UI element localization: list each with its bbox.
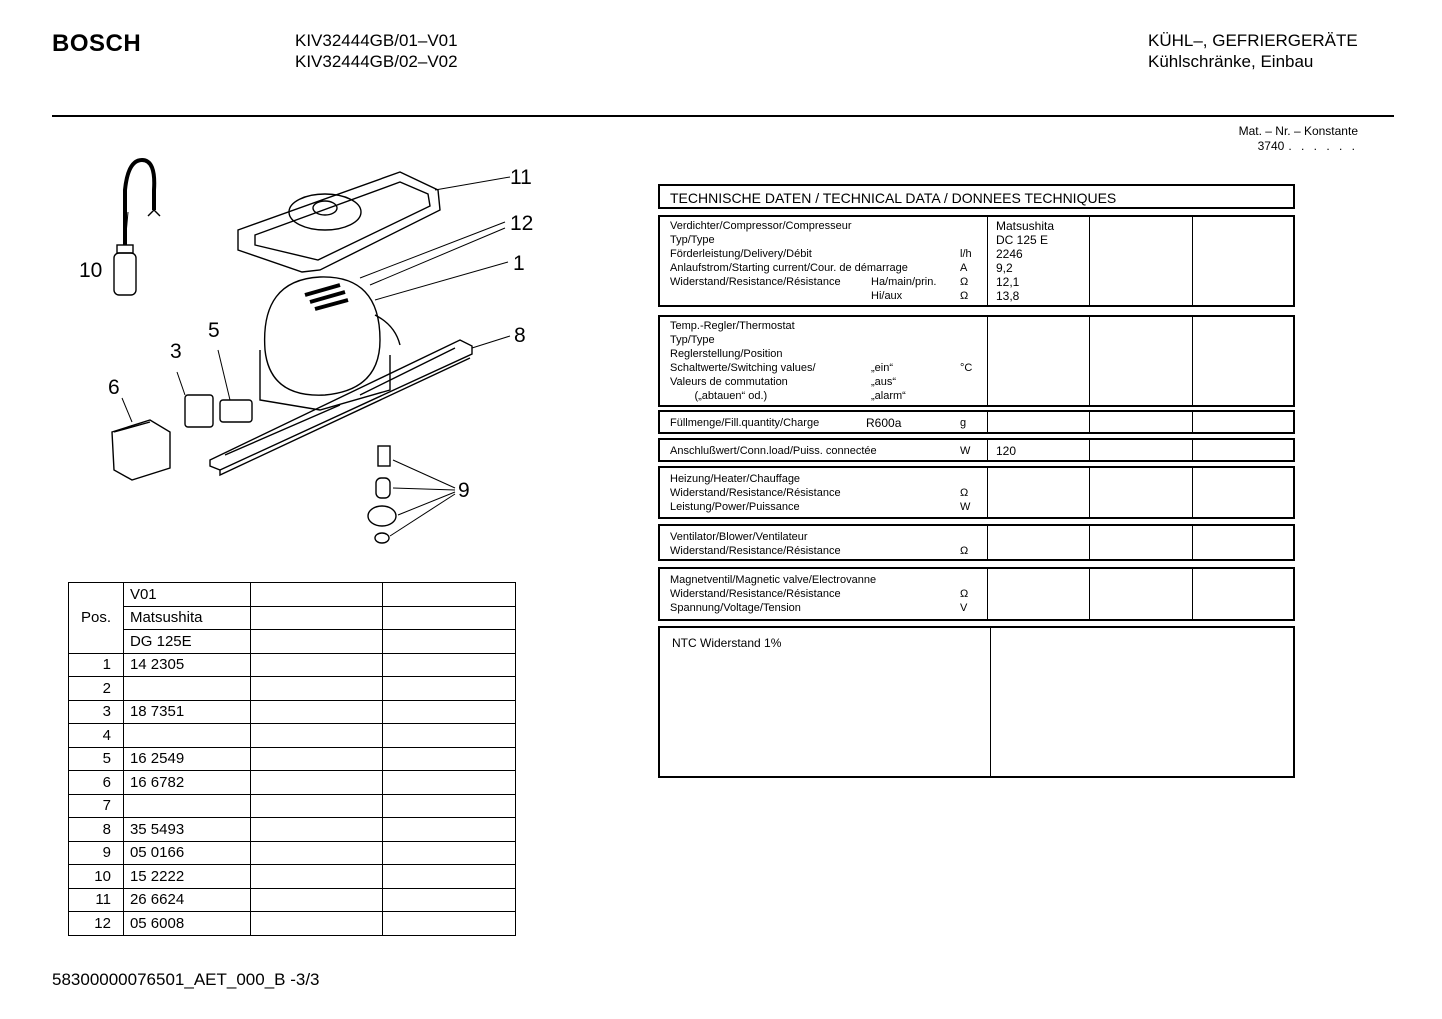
compressor-part [260,277,400,410]
table-row [69,700,516,724]
table-row [69,888,516,912]
spec-label: Temp.-Regler/Thermostat [670,320,795,332]
part-number-cell: 16 2549 [123,747,250,771]
part-number-cell: 15 2222 [123,865,250,889]
spec-value: Matsushita [996,219,1055,233]
table-row [69,606,516,630]
table-row [69,794,516,818]
spec-label: Heizung/Heater/Chauffage [670,473,801,485]
matnr-label: Mat. – Nr. – Konstante [1238,124,1358,138]
pos-cell: 5 [69,747,124,771]
table-row [69,865,516,889]
part-number-cell: 16 6782 [123,771,250,795]
table-row [69,912,516,936]
part-number-cell [123,794,250,818]
pos-cell: 3 [69,700,124,724]
matnr-dots: . . . . . . [1288,139,1358,153]
callout-label: 8 [514,324,526,347]
matnr-value: 3740 [1257,139,1285,153]
table-row [69,653,516,677]
spec-label: Ventilator/Blower/Ventilateur [670,531,808,543]
brand-logo: BOSCH [52,30,142,57]
tray-cover-part [238,172,440,272]
part-number-cell: 35 5493 [123,818,250,842]
part-number-cell: 26 6624 [123,888,250,912]
refrigerant-type: R600a [866,416,902,430]
model-number: KIV32444GB/02–V02 [295,52,458,71]
part-number-cell [123,724,250,748]
spec-label: („abtauen“ od.) [670,390,768,402]
table-row [69,583,516,607]
spec-label: Reglerstellung/Position [670,348,783,360]
spec-unit: l/h [960,248,972,260]
model-numbers [295,30,458,72]
part-number-cell: 14 2305 [123,653,250,677]
value-column [988,217,1090,305]
spec-unit: g [960,417,967,429]
spec-label: Anschlußwert/Conn.load/Puiss. connectée [670,445,877,457]
spec-value: 9,2 [996,261,1013,275]
exploded-parts-diagram [70,150,550,560]
parts-table [68,582,516,936]
fastening-parts [368,446,396,543]
spec-sublabel: „alarm“ [871,390,906,402]
spec-unit: Ω [960,487,969,499]
magnetic-valve-block [658,567,1295,621]
pos-cell: 9 [69,841,124,865]
spec-label: Widerstand/Resistance/Résistance [670,588,841,600]
category-line: Kühlschränke, Einbau [1148,52,1314,71]
callout-label: 9 [458,479,470,502]
spec-label: Widerstand/Resistance/Résistance [670,487,841,499]
product-category [1148,30,1358,72]
spec-label: Widerstand/Resistance/Résistance [670,276,841,288]
spec-label: NTC Widerstand 1% [660,628,991,776]
spec-label: Anlaufstrom/Starting current/Cour. de démarrage [670,262,908,274]
pos-cell: 4 [69,724,124,748]
spec-unit: Ω [960,545,969,557]
table-row [69,818,516,842]
spec-unit: A [960,262,968,274]
spec-value: 12,1 [996,275,1020,289]
spec-unit: W [960,445,971,457]
compressor-block [658,215,1295,307]
pos-cell: 6 [69,771,124,795]
spec-label: Magnetventil/Magnetic valve/Electrovanne [670,574,877,586]
pos-cell: 11 [69,888,124,912]
spec-sublabel: Ha/main/prin. [871,276,937,288]
spec-sublabel: „ein“ [871,362,894,374]
spec-unit: Ω [960,588,969,600]
base-rail-part [210,340,472,475]
spec-label: Widerstand/Resistance/Résistance [670,545,841,557]
blower-block [658,524,1295,561]
header-cell: V01 [123,583,250,607]
connected-load-block [658,438,1295,462]
table-row [69,841,516,865]
spec-value: 120 [988,440,1090,460]
spec-value: 2246 [996,247,1023,261]
capacitor-part [114,160,160,295]
part-number-cell: 18 7351 [123,700,250,724]
part-number-cell [123,677,250,701]
pos-header: Pos. [69,583,124,654]
spec-label: Verdichter/Compressor/Compresseur [670,220,852,232]
callout-label: 1 [513,252,525,275]
pos-cell: 12 [69,912,124,936]
part-number-cell: 05 0166 [123,841,250,865]
compressor-labels [660,217,988,305]
spec-label: Valeurs de commutation [670,376,788,388]
spec-label: Typ/Type [670,234,715,246]
spec-label: Spannung/Voltage/Tension [670,602,801,614]
pos-cell: 1 [69,653,124,677]
spec-sublabel: „aus“ [871,376,897,388]
header-rule [52,115,1394,117]
thermostat-labels [660,317,988,405]
tech-data-title: TECHNISCHE DATEN / TECHNICAL DATA / DONNEES TECHNIQUES [658,184,1295,209]
model-number: KIV32444GB/01–V01 [295,31,458,50]
charge-block [658,410,1295,434]
spec-unit: W [960,501,971,513]
diagram-drawing [70,150,550,560]
callout-label: 6 [108,376,120,399]
callout-label: 3 [170,340,182,363]
table-row [69,630,516,654]
header-cell: DG 125E [123,630,250,654]
spec-label: Leistung/Power/Puissance [670,501,800,513]
pos-cell: 7 [69,794,124,818]
table-row [69,771,516,795]
table-row [69,677,516,701]
callout-label: 11 [510,166,532,189]
terminal-cover-part [112,420,170,480]
callout-label: 5 [208,319,220,342]
overload-protector-part [220,400,252,422]
table-row [69,724,516,748]
pos-cell: 8 [69,818,124,842]
category-line: KÜHL–, GEFRIERGERÄTE [1148,31,1358,50]
spec-label: Füllmenge/Fill.quantity/Charge [670,417,820,429]
ntc-block [658,626,1295,778]
thermostat-block [658,315,1295,407]
starter-relay-part [185,395,213,427]
spec-unit: Ω [960,276,969,288]
spec-unit: °C [960,362,973,374]
spec-label: Typ/Type [670,334,715,346]
spec-value: DC 125 E [996,233,1049,247]
spec-label: Förderleistung/Delivery/Débit [670,248,812,260]
pos-cell: 2 [69,677,124,701]
callout-label: 12 [510,212,534,235]
heater-block [658,466,1295,519]
material-number [1239,124,1358,154]
spec-unit: Ω [960,290,969,302]
spec-label: Schaltwerte/Switching values/ [670,362,816,374]
table-row [69,747,516,771]
part-number-cell: 05 6008 [123,912,250,936]
spec-sublabel: Hi/aux [871,290,903,302]
pos-cell: 10 [69,865,124,889]
spec-unit: V [960,602,968,614]
spec-value: 13,8 [996,289,1020,303]
callout-label: 10 [79,259,103,282]
document-code: 58300000076501_AET_000_B -3/3 [52,970,320,989]
header-cell: Matsushita [123,606,250,630]
